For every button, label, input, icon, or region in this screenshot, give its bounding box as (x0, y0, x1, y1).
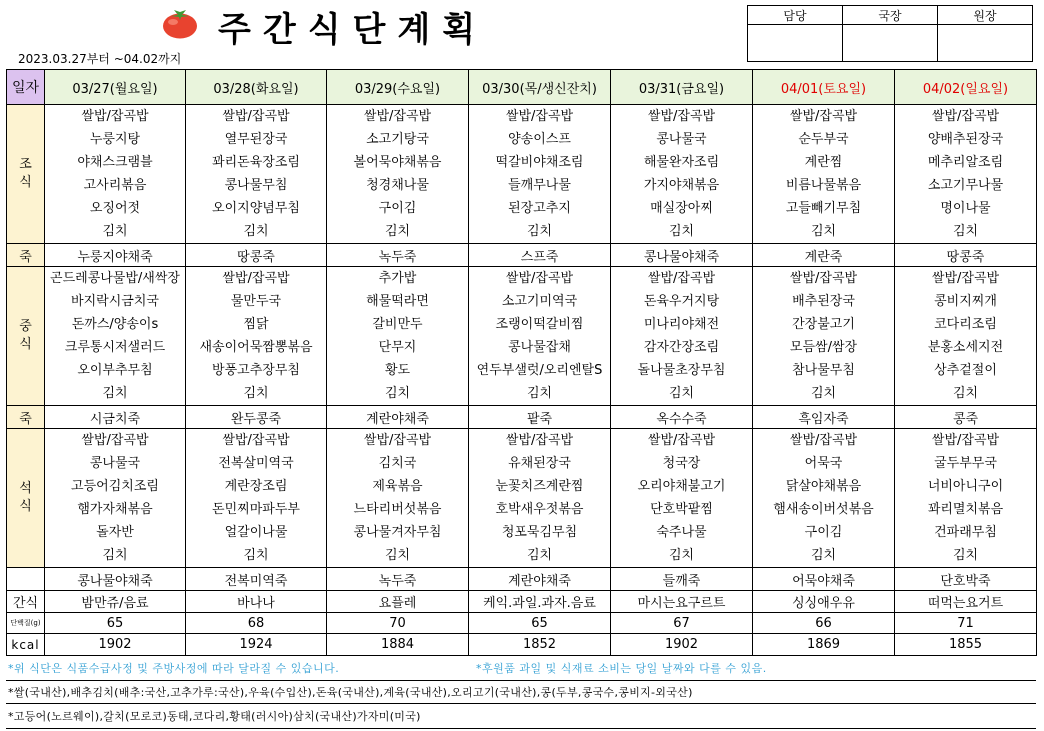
breakfast-cell (45, 105, 186, 244)
menu-item: 비름나물볶음 (785, 178, 862, 193)
approval-label-staff: 담당 (748, 6, 843, 25)
breakfast-cell (186, 105, 327, 244)
menu-item: 쌀밥/잡곡밥 (505, 109, 574, 124)
kcal-cell: 1852 (469, 634, 611, 656)
breakfast-porridge-cell: 스프죽 (469, 244, 611, 267)
snack-cell: 케익.과일.과자.음료 (469, 591, 611, 613)
breakfast-porridge-cell: 콩나물야채죽 (611, 244, 753, 267)
dinner-cell (469, 429, 611, 568)
menu-item: 고등어김치조림 (71, 479, 159, 494)
dinner-porridge-cell: 어묵야채죽 (753, 568, 895, 591)
lunch-porridge-cell: 옥수수죽 (611, 406, 753, 429)
lunch-porridge-label: 죽 (7, 406, 45, 429)
menu-item: 쌀밥/잡곡밥 (222, 109, 290, 124)
day-header: 04/02(일요일) (895, 70, 1037, 105)
dinner-label (7, 429, 45, 568)
dinner-items (45, 429, 185, 567)
menu-item: 쌀밥/잡곡밥 (81, 433, 149, 448)
dinner-items (469, 429, 610, 567)
menu-item: 김치 (526, 224, 553, 239)
divider (6, 680, 1036, 681)
menu-item: 김치 (102, 548, 128, 563)
menu-item: 김치 (243, 386, 269, 401)
lunch-row (7, 267, 1037, 406)
menu-item: 가지야채볶음 (643, 178, 720, 193)
breakfast-items (895, 105, 1036, 243)
menu-item: 김치 (952, 548, 979, 563)
dinner-porridge-cell: 계란야채죽 (469, 568, 611, 591)
note-donation: *후원품 과일 및 식재료 소비는 당일 날짜와 다를 수 있음. (476, 662, 767, 675)
menu-item: 눈꽃치즈계란찜 (495, 479, 584, 494)
lunch-label-char: 중 (19, 319, 32, 334)
menu-item: 바지락시금치국 (71, 294, 159, 309)
menu-item: 돈민찌마파두부 (212, 502, 300, 517)
kcal-cell: 1902 (611, 634, 753, 656)
dinner-items (186, 429, 326, 567)
menu-item: 쌀밥/잡곡밥 (505, 433, 574, 448)
menu-item: 소고기탕국 (366, 132, 429, 147)
menu-item: 물만두국 (230, 294, 282, 309)
menu-item: 콩비지찌개 (934, 294, 997, 309)
menu-item: 쌀밥/잡곡밥 (363, 433, 432, 448)
menu-item: 김치 (526, 386, 553, 401)
menu-item: 쌀밥/잡곡밥 (222, 433, 290, 448)
lunch-porridge-row (7, 406, 1037, 429)
menu-item: 크루통시저샐러드 (64, 340, 166, 355)
breakfast-porridge-cell: 녹두죽 (327, 244, 469, 267)
dinner-porridge-cell: 녹두죽 (327, 568, 469, 591)
dinner-porridge-cell: 단호박죽 (895, 568, 1037, 591)
origin-note-fish: *고등어(노르웨이),갈치(모로코)동태,코다리,황태(러시아)삼치(국내산)가자미(미국) (8, 710, 421, 723)
menu-item: 해물떡라면 (366, 294, 429, 309)
menu-item: 고사리볶음 (83, 178, 147, 193)
menu-item: 방풍고추장무침 (212, 363, 300, 378)
menu-item: 호박새우젓볶음 (495, 502, 584, 517)
lunch-items (753, 267, 894, 405)
approval-label-director: 국장 (843, 6, 938, 25)
menu-item: 콩나물겨자무침 (353, 525, 442, 540)
snack-cell: 요플레 (327, 591, 469, 613)
day-header: 04/01(토요일) (753, 70, 895, 105)
menu-item: 쌀밥/잡곡밥 (647, 109, 716, 124)
menu-item: 오징어젓 (89, 201, 141, 216)
menu-item: 찜닭 (243, 317, 269, 332)
breakfast-cell (327, 105, 469, 244)
day-header: 03/27(월요일) (45, 70, 186, 105)
lunch-items (327, 267, 468, 405)
menu-item: 김치 (384, 548, 411, 563)
menu-item: 유채된장국 (508, 456, 571, 471)
breakfast-label-char: 조 (19, 157, 32, 172)
menu-item: 쌀밥/잡곡밥 (647, 433, 716, 448)
breakfast-porridge-cell: 땅콩죽 (186, 244, 327, 267)
breakfast-cell (753, 105, 895, 244)
menu-item: 김치 (810, 386, 837, 401)
menu-item: 돈육우거지탕 (643, 294, 720, 309)
menu-item: 명이나물 (940, 201, 991, 216)
dinner-porridge-label (7, 568, 45, 591)
lunch-porridge-cell: 시금치죽 (45, 406, 186, 429)
protein-cell: 71 (895, 613, 1037, 634)
menu-item: 연두부샐럿/오리엔탈S (476, 363, 603, 378)
lunch-label-text (7, 318, 44, 354)
dinner-items (895, 429, 1036, 567)
menu-item: 구이김 (804, 525, 843, 540)
menu-item: 해물완자조림 (643, 155, 720, 170)
menu-item: 소고기미역국 (501, 294, 578, 309)
dinner-label-text (7, 480, 44, 516)
protein-cell: 66 (753, 613, 895, 634)
menu-item: 쌀밥/잡곡밥 (647, 271, 716, 286)
menu-item: 분홍소세지전 (927, 340, 1004, 355)
menu-item: 소고기무나물 (927, 178, 1004, 193)
approval-sign-director (843, 25, 938, 62)
menu-item: 오리야채불고기 (637, 479, 726, 494)
dinner-porridge-cell: 들깨죽 (611, 568, 753, 591)
snack-cell: 떠먹는요거트 (895, 591, 1037, 613)
breakfast-items (753, 105, 894, 243)
dinner-porridge-cell: 전복미역죽 (186, 568, 327, 591)
menu-item: 김치 (384, 386, 411, 401)
menu-item: 볼어묵야채볶음 (353, 155, 442, 170)
kcal-cell: 1855 (895, 634, 1037, 656)
menu-item: 전복살미역국 (218, 456, 294, 471)
menu-item: 메추리알조림 (927, 155, 1004, 170)
menu-item: 매실장아찌 (650, 201, 713, 216)
menu-item: 콩나물국 (656, 132, 707, 147)
kcal-cell: 1884 (327, 634, 469, 656)
dinner-cell (611, 429, 753, 568)
menu-item: 굴두부무국 (934, 456, 997, 471)
menu-item: 김치 (526, 548, 553, 563)
lunch-items (895, 267, 1036, 405)
protein-cell: 65 (469, 613, 611, 634)
menu-item: 양배추된장국 (927, 132, 1004, 147)
dinner-porridge-cell: 콩나물야채죽 (45, 568, 186, 591)
lunch-porridge-cell: 완두콩죽 (186, 406, 327, 429)
breakfast-items (186, 105, 326, 243)
breakfast-items (45, 105, 185, 243)
lunch-porridge-cell: 팥죽 (469, 406, 611, 429)
dinner-cell (45, 429, 186, 568)
menu-item: 순두부국 (798, 132, 849, 147)
breakfast-label-char: 식 (19, 175, 32, 190)
protein-cell: 68 (186, 613, 327, 634)
lunch-porridge-cell: 콩죽 (895, 406, 1037, 429)
snack-cell: 밤만쥬/음료 (45, 591, 186, 613)
menu-item: 햄새송이버섯볶음 (773, 502, 874, 517)
menu-item: 청포묵김무침 (501, 525, 578, 540)
menu-item: 김치 (952, 224, 979, 239)
menu-item: 콩나물국 (89, 456, 141, 471)
lunch-porridge-cell: 흑임자죽 (753, 406, 895, 429)
menu-item: 추가밥 (378, 271, 417, 286)
menu-item: 상추겉절이 (934, 363, 997, 378)
snack-cell: 싱싱애우유 (753, 591, 895, 613)
tomato-icon (160, 6, 200, 40)
menu-item: 감자간장조림 (643, 340, 720, 355)
menu-item: 떡갈비야채조림 (495, 155, 584, 170)
menu-item: 김치 (384, 224, 411, 239)
divider (6, 728, 1036, 729)
dinner-items (611, 429, 752, 567)
menu-item: 꽈리멸치볶음 (927, 502, 1004, 517)
menu-item: 닭살야채볶음 (785, 479, 862, 494)
menu-item: 돈까스/양송이s (71, 317, 159, 332)
snack-label: 간식 (7, 591, 45, 613)
menu-item: 야채스크램블 (77, 155, 153, 170)
dinner-cell (753, 429, 895, 568)
origin-note-meat: *쌀(국내산),배추김치(배추:국산,고추가루:국산),우육(수입산),돈육(국내산),계육(국내산),오리고기(국내산),콩(두부,콩국수,콩비지-외국산) (8, 686, 693, 699)
menu-item: 쌀밥/잡곡밥 (222, 271, 290, 286)
menu-item: 돌나물초장무침 (637, 363, 726, 378)
dinner-cell (327, 429, 469, 568)
menu-item: 김치국 (378, 456, 417, 471)
menu-item: 얼갈이나물 (224, 525, 288, 540)
breakfast-row (7, 105, 1037, 244)
menu-item: 햄가자채볶음 (77, 502, 153, 517)
approval-box (747, 5, 1033, 62)
lunch-items (45, 267, 185, 405)
kcal-cell: 1869 (753, 634, 895, 656)
lunch-cell (611, 267, 753, 406)
menu-item: 김치 (243, 548, 269, 563)
menu-item: 고들빼기무침 (785, 201, 862, 216)
menu-item: 참나물무침 (792, 363, 855, 378)
breakfast-cell (895, 105, 1037, 244)
dinner-items (327, 429, 468, 567)
menu-item: 코다리조림 (934, 317, 997, 332)
lunch-label-char: 식 (19, 337, 32, 352)
menu-item: 김치 (810, 224, 837, 239)
date-range: 2023.03.27부터 ~04.02까지 (18, 52, 182, 66)
menu-item: 양송이스프 (508, 132, 571, 147)
menu-item: 김치 (102, 224, 128, 239)
menu-item: 돌자반 (96, 525, 134, 540)
menu-item: 오이부추무침 (77, 363, 153, 378)
dinner-items (753, 429, 894, 567)
title-area (0, 0, 740, 50)
kcal-row (7, 634, 1037, 656)
protein-row (7, 613, 1037, 634)
approval-sign-staff (748, 25, 843, 62)
dinner-porridge-row (7, 568, 1037, 591)
menu-item: 계란찜 (804, 155, 843, 170)
menu-item: 누룽지탕 (89, 132, 141, 147)
menu-item: 간장불고기 (792, 317, 855, 332)
menu-item: 쌀밥/잡곡밥 (931, 271, 1000, 286)
snack-row (7, 591, 1037, 613)
menu-item: 김치 (810, 548, 837, 563)
divider (6, 703, 1036, 704)
breakfast-cell (611, 105, 753, 244)
menu-item: 꽈리돈육장조림 (212, 155, 300, 170)
menu-item: 김치 (668, 386, 695, 401)
menu-item: 쌀밥/잡곡밥 (789, 271, 858, 286)
lunch-items (186, 267, 326, 405)
menu-item: 갈비만두 (372, 317, 423, 332)
menu-item: 쌀밥/잡곡밥 (931, 109, 1000, 124)
menu-item: 열무된장국 (224, 132, 288, 147)
lunch-cell (895, 267, 1037, 406)
note-menu-change: *위 식단은 식품수급사정 및 주방사정에 따라 달라질 수 있습니다. (8, 662, 340, 675)
menu-item: 쌀밥/잡곡밥 (81, 109, 149, 124)
menu-item: 어묵국 (804, 456, 843, 471)
breakfast-label-text (7, 156, 44, 192)
weekly-menu-table (6, 69, 1037, 656)
menu-item: 느타리버섯볶음 (353, 502, 442, 517)
lunch-cell (186, 267, 327, 406)
lunch-cell (469, 267, 611, 406)
breakfast-porridge-cell: 계란죽 (753, 244, 895, 267)
lunch-porridge-cell: 계란야채죽 (327, 406, 469, 429)
day-header-row (7, 70, 1037, 105)
menu-item: 건파래무침 (934, 525, 997, 540)
menu-item: 청경채나물 (366, 178, 429, 193)
dinner-label-char: 석 (19, 481, 32, 496)
menu-item: 쌀밥/잡곡밥 (363, 109, 432, 124)
menu-item: 조랭이떡갈비찜 (495, 317, 584, 332)
menu-item: 콩나물잡채 (508, 340, 571, 355)
breakfast-porridge-cell: 누룽지야채죽 (45, 244, 186, 267)
menu-item: 단무지 (378, 340, 417, 355)
breakfast-label (7, 105, 45, 244)
menu-item: 된장고추지 (508, 201, 571, 216)
menu-item: 쌀밥/잡곡밥 (789, 109, 858, 124)
lunch-label (7, 267, 45, 406)
day-header: 03/31(금요일) (611, 70, 753, 105)
breakfast-porridge-cell: 땅콩죽 (895, 244, 1037, 267)
kcal-label: kcal (7, 634, 45, 656)
menu-item: 구이김 (378, 201, 417, 216)
menu-item: 김치 (952, 386, 979, 401)
protein-label: 단백질(g) (7, 613, 45, 634)
breakfast-items (327, 105, 468, 243)
page-title: 주간식단계획 (218, 10, 488, 50)
lunch-items (611, 267, 752, 405)
menu-item: 황도 (384, 363, 411, 378)
menu-item: 들깨무나물 (508, 178, 571, 193)
date-column-header: 일자 (7, 70, 45, 105)
protein-cell: 67 (611, 613, 753, 634)
menu-item: 새송이어묵짬뽕볶음 (199, 340, 313, 355)
approval-sign-head (938, 25, 1033, 62)
breakfast-cell (469, 105, 611, 244)
menu-item: 김치 (243, 224, 269, 239)
dinner-row (7, 429, 1037, 568)
menu-item: 콩나물무침 (224, 178, 288, 193)
snack-cell: 바나나 (186, 591, 327, 613)
menu-item: 숙주나물 (656, 525, 707, 540)
breakfast-porridge-label: 죽 (7, 244, 45, 267)
day-header: 03/28(화요일) (186, 70, 327, 105)
approval-label-head: 원장 (938, 6, 1033, 25)
breakfast-items (469, 105, 610, 243)
day-header: 03/29(수요일) (327, 70, 469, 105)
menu-item: 계란장조림 (224, 479, 288, 494)
menu-item: 오이지양념무침 (212, 201, 300, 216)
menu-item: 김치 (102, 386, 128, 401)
lunch-cell (753, 267, 895, 406)
menu-item: 청국장 (662, 456, 701, 471)
snack-cell: 마시는요구르트 (611, 591, 753, 613)
dinner-cell (186, 429, 327, 568)
menu-item: 제육볶음 (372, 479, 423, 494)
dinner-cell (895, 429, 1037, 568)
menu-item: 모듬쌈/쌈장 (789, 340, 858, 355)
breakfast-porridge-row (7, 244, 1037, 267)
lunch-cell (327, 267, 469, 406)
menu-item: 곤드레콩나물밥/새싹장 (50, 271, 180, 286)
menu-item: 너비아니구이 (927, 479, 1004, 494)
menu-item: 쌀밥/잡곡밥 (931, 433, 1000, 448)
protein-cell: 70 (327, 613, 469, 634)
protein-cell: 65 (45, 613, 186, 634)
lunch-cell (45, 267, 186, 406)
menu-item: 김치 (668, 548, 695, 563)
menu-item: 쌀밥/잡곡밥 (505, 271, 574, 286)
lunch-items (469, 267, 610, 405)
menu-item: 배추된장국 (792, 294, 855, 309)
kcal-cell: 1902 (45, 634, 186, 656)
day-header: 03/30(목/생신잔치) (469, 70, 611, 105)
menu-item: 단호박팥찜 (650, 502, 713, 517)
menu-item: 김치 (668, 224, 695, 239)
menu-item: 쌀밥/잡곡밥 (789, 433, 858, 448)
kcal-cell: 1924 (186, 634, 327, 656)
menu-item: 미나리야채전 (643, 317, 720, 332)
breakfast-items (611, 105, 752, 243)
dinner-label-char: 식 (19, 499, 32, 514)
